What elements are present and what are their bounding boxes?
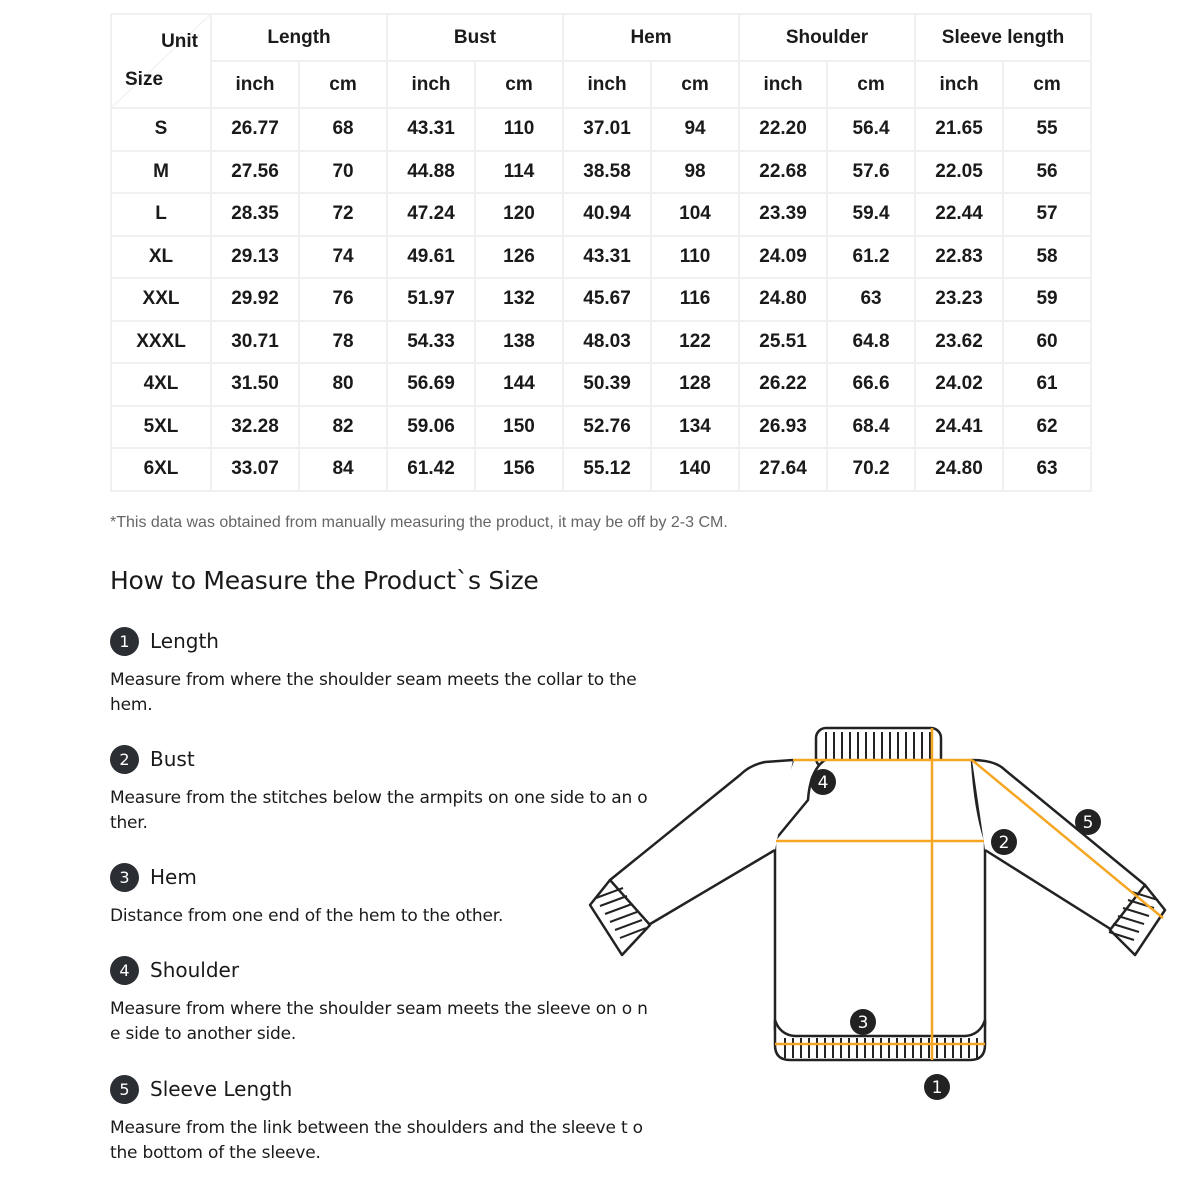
measurement-cell: 84 <box>299 448 387 491</box>
size-label: XXL <box>111 278 211 321</box>
group-header-length: Length <box>211 14 387 61</box>
measurement-cell: 61.42 <box>387 448 475 491</box>
measurement-cell: 82 <box>299 406 387 449</box>
step-hem <box>110 862 650 929</box>
measurement-cell: 132 <box>475 278 563 321</box>
measurement-cell: 22.83 <box>915 236 1003 279</box>
svg-text:3: 3 <box>857 1013 869 1033</box>
measurement-cell: 43.31 <box>387 108 475 151</box>
size-label: 5XL <box>111 406 211 449</box>
unit-header: cm <box>1003 61 1091 108</box>
measurement-cell: 94 <box>651 108 739 151</box>
step-length <box>110 626 650 718</box>
unit-header: cm <box>299 61 387 108</box>
measurement-cell: 24.80 <box>915 448 1003 491</box>
size-label: L <box>111 193 211 236</box>
size-chart-table <box>110 13 1092 492</box>
measurement-cell: 55.12 <box>563 448 651 491</box>
step-description: Measure from the stitches below the armpits on one side to an other. <box>110 788 648 833</box>
measurement-cell: 25.51 <box>739 321 827 364</box>
unit-header: inch <box>387 61 475 108</box>
size-row-xl <box>111 236 1091 279</box>
measurement-cell: 110 <box>651 236 739 279</box>
left-sleeve <box>610 760 793 930</box>
measurement-cell: 61.2 <box>827 236 915 279</box>
unit-header: cm <box>827 61 915 108</box>
measurement-cell: 54.33 <box>387 321 475 364</box>
step-description: Measure from where the shoulder seam meets the collar to the hem. <box>110 670 637 715</box>
measurement-cell: 70 <box>299 151 387 194</box>
how-to-measure-heading: How to Measure the Product`s Size <box>110 566 539 595</box>
measurement-cell: 80 <box>299 363 387 406</box>
measurement-cell: 56.4 <box>827 108 915 151</box>
measurement-cell: 52.76 <box>563 406 651 449</box>
measurement-cell: 26.22 <box>739 363 827 406</box>
measurement-cell: 23.39 <box>739 193 827 236</box>
size-row-5xl <box>111 406 1091 449</box>
measurement-cell: 68.4 <box>827 406 915 449</box>
step-number-badge: 3 <box>110 863 139 892</box>
measurement-cell: 22.05 <box>915 151 1003 194</box>
measurement-cell: 104 <box>651 193 739 236</box>
unit-header: inch <box>739 61 827 108</box>
group-header-sleeve-length: Sleeve length <box>915 14 1091 61</box>
corner-size-label: Size <box>125 69 164 90</box>
measurement-cell: 40.94 <box>563 193 651 236</box>
group-header-bust: Bust <box>387 14 563 61</box>
step-number-badge: 1 <box>110 627 139 656</box>
measurement-cell: 24.41 <box>915 406 1003 449</box>
measurement-cell: 48.03 <box>563 321 651 364</box>
step-description: Measure from the link between the shoulders and the sleeve t o the bottom of the sleeve. <box>110 1118 643 1163</box>
measurement-cell: 59 <box>1003 278 1091 321</box>
group-header-shoulder: Shoulder <box>739 14 915 61</box>
measurement-cell: 56 <box>1003 151 1091 194</box>
measurement-cell: 138 <box>475 321 563 364</box>
measurement-cell: 49.61 <box>387 236 475 279</box>
step-title: Length <box>150 629 219 653</box>
measurement-cell: 43.31 <box>563 236 651 279</box>
measurement-cell: 122 <box>651 321 739 364</box>
measurement-cell: 28.35 <box>211 193 299 236</box>
step-description: Distance from one end of the hem to the other. <box>110 906 504 926</box>
step-title: Shoulder <box>150 958 240 982</box>
measurement-cell: 59.06 <box>387 406 475 449</box>
measurement-cell: 23.23 <box>915 278 1003 321</box>
marker-1 <box>924 1074 950 1100</box>
measurement-cell: 68 <box>299 108 387 151</box>
measurement-cell: 38.58 <box>563 151 651 194</box>
measurement-cell: 66.6 <box>827 363 915 406</box>
unit-header: inch <box>211 61 299 108</box>
measurement-cell: 63 <box>827 278 915 321</box>
measurement-cell: 70.2 <box>827 448 915 491</box>
step-title: Hem <box>150 865 197 889</box>
size-row-l <box>111 193 1091 236</box>
body <box>775 760 985 1040</box>
measurement-cell: 30.71 <box>211 321 299 364</box>
measurement-cell: 29.13 <box>211 236 299 279</box>
unit-header: inch <box>563 61 651 108</box>
unit-header: cm <box>475 61 563 108</box>
measurement-cell: 33.07 <box>211 448 299 491</box>
sweater-measurement-diagram <box>580 700 1180 1120</box>
size-label: 6XL <box>111 448 211 491</box>
sweater-outline <box>590 728 1165 1060</box>
step-number-badge: 4 <box>110 956 139 985</box>
measurement-cell: 134 <box>651 406 739 449</box>
step-bust <box>110 744 650 836</box>
marker-3 <box>850 1009 876 1035</box>
measurement-cell: 45.67 <box>563 278 651 321</box>
corner-unit-label: Unit <box>161 31 198 52</box>
measurement-cell: 57.6 <box>827 151 915 194</box>
measurement-cell: 64.8 <box>827 321 915 364</box>
measurement-cell: 26.77 <box>211 108 299 151</box>
measurement-cell: 22.20 <box>739 108 827 151</box>
unit-header: inch <box>915 61 1003 108</box>
size-label: XXXL <box>111 321 211 364</box>
size-row-6xl <box>111 448 1091 491</box>
measurement-cell: 21.65 <box>915 108 1003 151</box>
size-label: XL <box>111 236 211 279</box>
measurement-cell: 24.02 <box>915 363 1003 406</box>
svg-text:5: 5 <box>1082 813 1094 833</box>
measurement-cell: 140 <box>651 448 739 491</box>
measurement-cell: 37.01 <box>563 108 651 151</box>
measurement-disclaimer: *This data was obtained from manually measuring the product, it may be off by 2-3 CM. <box>110 514 728 531</box>
measurement-cell: 98 <box>651 151 739 194</box>
step-number-badge: 5 <box>110 1075 139 1104</box>
measurement-cell: 51.97 <box>387 278 475 321</box>
marker-4 <box>810 769 836 795</box>
measurement-cell: 144 <box>475 363 563 406</box>
measurement-cell: 57 <box>1003 193 1091 236</box>
measurement-cell: 27.56 <box>211 151 299 194</box>
measurement-cell: 58 <box>1003 236 1091 279</box>
size-label: S <box>111 108 211 151</box>
group-header-hem: Hem <box>563 14 739 61</box>
marker-2 <box>991 829 1017 855</box>
size-row-4xl <box>111 363 1091 406</box>
step-title: Sleeve Length <box>150 1077 293 1101</box>
measurement-cell: 74 <box>299 236 387 279</box>
measurement-cell: 44.88 <box>387 151 475 194</box>
measurement-cell: 78 <box>299 321 387 364</box>
measurement-cell: 29.92 <box>211 278 299 321</box>
measurement-cell: 156 <box>475 448 563 491</box>
measurement-cell: 22.68 <box>739 151 827 194</box>
size-row-s <box>111 108 1091 151</box>
measurement-cell: 24.09 <box>739 236 827 279</box>
step-number-badge: 2 <box>110 745 139 774</box>
step-shoulder <box>110 955 650 1047</box>
measurement-cell: 23.62 <box>915 321 1003 364</box>
measurement-cell: 76 <box>299 278 387 321</box>
unit-header-row <box>111 61 1091 108</box>
measurement-cell: 114 <box>475 151 563 194</box>
measurement-cell: 56.69 <box>387 363 475 406</box>
measurement-cell: 120 <box>475 193 563 236</box>
svg-text:2: 2 <box>998 833 1010 853</box>
measurement-cell: 27.64 <box>739 448 827 491</box>
group-header-row <box>111 14 1091 61</box>
step-sleeve-length <box>110 1074 650 1166</box>
svg-text:4: 4 <box>817 773 829 793</box>
marker-5 <box>1075 809 1101 835</box>
measurement-cell: 128 <box>651 363 739 406</box>
measurement-cell: 24.80 <box>739 278 827 321</box>
measurement-cell: 62 <box>1003 406 1091 449</box>
measurement-cell: 60 <box>1003 321 1091 364</box>
measurement-cell: 59.4 <box>827 193 915 236</box>
measurement-cell: 32.28 <box>211 406 299 449</box>
unit-header: cm <box>651 61 739 108</box>
measurement-cell: 61 <box>1003 363 1091 406</box>
size-label: 4XL <box>111 363 211 406</box>
size-label: M <box>111 151 211 194</box>
svg-text:1: 1 <box>931 1078 943 1098</box>
measurement-cell: 26.93 <box>739 406 827 449</box>
measurement-cell: 72 <box>299 193 387 236</box>
measurement-cell: 31.50 <box>211 363 299 406</box>
size-row-m <box>111 151 1091 194</box>
measurement-cell: 50.39 <box>563 363 651 406</box>
measurement-cell: 150 <box>475 406 563 449</box>
size-row-xxxl <box>111 321 1091 364</box>
measurement-cell: 116 <box>651 278 739 321</box>
step-description: Measure from where the shoulder seam meets the sleeve on o ne side to another side. <box>110 999 648 1044</box>
unit-size-corner <box>111 14 211 108</box>
measurement-cell: 22.44 <box>915 193 1003 236</box>
measurement-cell: 110 <box>475 108 563 151</box>
size-row-xxl <box>111 278 1091 321</box>
measurement-cell: 47.24 <box>387 193 475 236</box>
measurement-cell: 55 <box>1003 108 1091 151</box>
measurement-cell: 63 <box>1003 448 1091 491</box>
measurement-cell: 126 <box>475 236 563 279</box>
step-title: Bust <box>150 747 195 771</box>
